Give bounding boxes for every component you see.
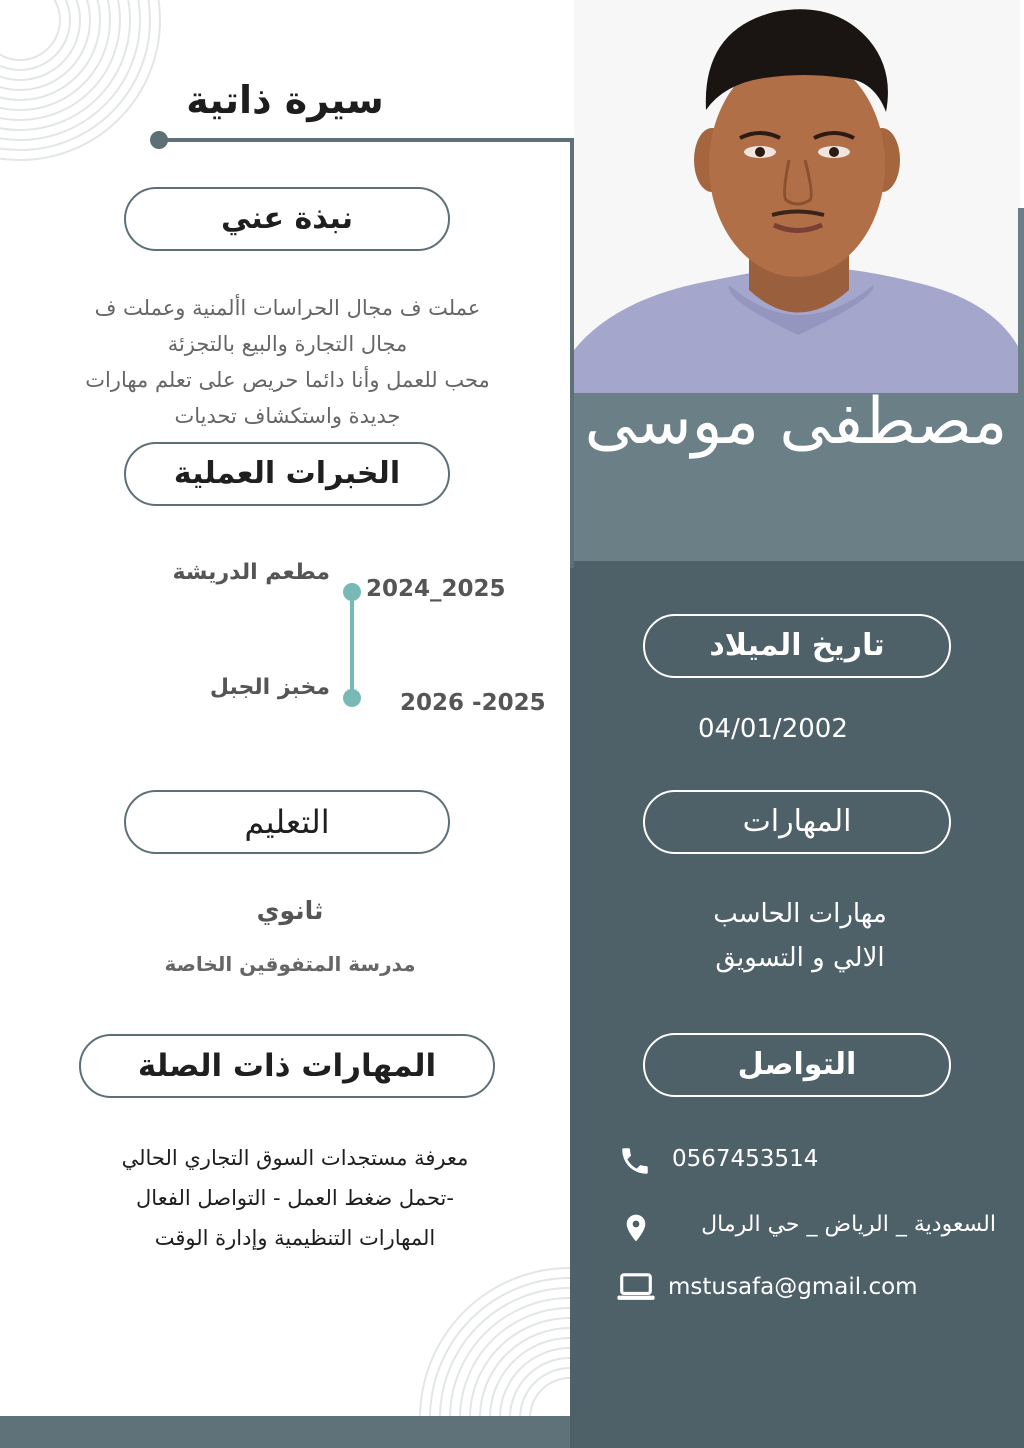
about-line: عملت ف مجال الحراسات األمنية وعملت ف [94,296,481,320]
decorative-arcs-bottom [405,1258,570,1416]
about-line: مجال التجارة والبيع بالتجزئة [167,332,408,356]
profile-name: مصطفى موسى [584,385,1008,459]
location-pin-icon [620,1210,652,1246]
experience-period-2: 2026 -2025 [400,690,546,716]
education-heading: التعليم [124,790,450,854]
related-skills-heading: المهارات ذات الصلة [79,1034,495,1098]
skill-line: الالي و التسويق [715,943,885,973]
bottom-band [0,1416,570,1448]
skill-line: مهارات الحاسب [713,899,887,929]
accent-strip [1018,208,1024,393]
birth-date: 04/01/2002 [698,714,848,744]
about-line: محب للعمل وأنا دائما حريص على تعلم مهارات [85,368,490,392]
skills-text [640,892,960,980]
about-line: جديدة واستكشاف تحديات [174,404,401,428]
skills-heading: المهارات [643,790,951,854]
contact-email[interactable]: mstusafa@gmail.com [668,1274,918,1300]
phone-icon [618,1144,652,1178]
page-title: سيرة ذاتية [186,78,384,122]
related-skill-line: المهارات التنظيمية وإدارة الوقت [154,1226,436,1250]
right-panel [570,561,1024,1448]
about-heading: نبذة عني [124,187,450,251]
experience-timeline [340,580,364,710]
experience-place-2: مخبز الجبل [209,675,330,700]
contact-phone[interactable]: 0567453514 [672,1146,819,1172]
birth-heading: تاريخ الميلاد [643,614,951,678]
about-text [30,290,545,434]
experience-period-1: 2024_2025 [366,576,506,602]
contact-heading: التواصل [643,1033,951,1097]
contact-address: السعودية _ الرياض _ حي الرمال [701,1212,996,1237]
experience-heading: الخبرات العملية [124,442,450,506]
related-skill-line: معرفة مستجدات السوق التجاري الحالي [121,1146,469,1170]
related-skills-text [70,1138,520,1258]
education-school: مدرسة المتفوقين الخاصة [164,952,416,976]
related-skill-line: -تحمل ضغط العمل - التواصل الفعال [136,1186,454,1210]
laptop-icon [616,1272,656,1302]
education-level: ثانوي [256,896,324,925]
profile-photo [574,0,1020,393]
experience-place-1: مطعم الدريشة [172,560,330,585]
decorative-arcs-top-left [0,0,170,175]
